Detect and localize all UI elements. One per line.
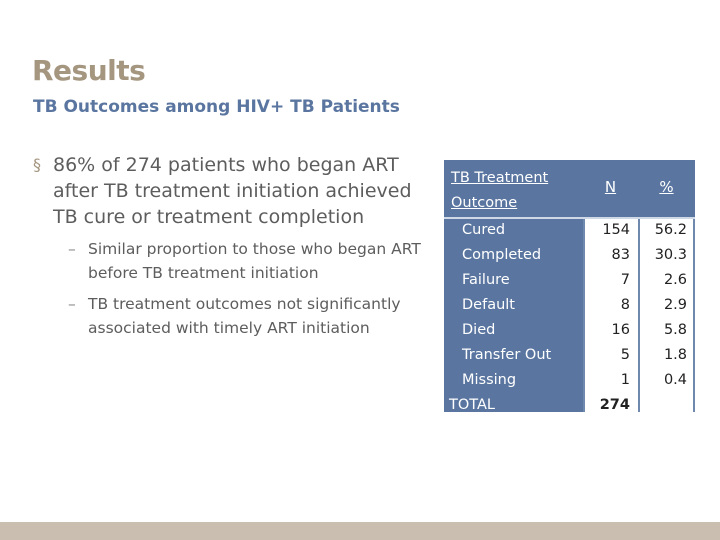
pct-column [638, 160, 695, 412]
row-n: 154 [602, 222, 630, 238]
row-n: 7 [620, 272, 630, 288]
outcome-column [444, 160, 583, 412]
row-pct: 2.6 [663, 272, 687, 288]
sub-bullet [33, 293, 428, 340]
slide-subtitle: TB Outcomes among HIV+ TB Patients [33, 97, 400, 117]
row-label: Cured [462, 222, 506, 238]
row-label: Default [462, 297, 515, 313]
dash-icon: – [68, 295, 76, 313]
main-bullet-text: 86% of 274 patients who began ART after TB treatment initiation achieved TB cure or treatment completion [53, 154, 412, 228]
header-outcome: TB Treatment Outcome [451, 170, 549, 211]
dash-icon: – [68, 240, 76, 258]
row-pct: 1.8 [663, 347, 687, 363]
total-n: 274 [599, 397, 630, 413]
sub-bullet-text: Similar proportion to those who began ART before TB treatment initiation [88, 240, 421, 282]
outcomes-table [444, 160, 695, 412]
row-pct: 56.2 [654, 222, 687, 238]
pct-values [640, 218, 687, 393]
outcome-labels [444, 218, 583, 418]
row-label: Missing [462, 372, 517, 388]
total-label: TOTAL [449, 397, 495, 413]
row-pct: 2.9 [663, 297, 687, 313]
sub-bullet [33, 238, 428, 285]
header-divider [444, 217, 695, 219]
row-pct: 0.4 [663, 372, 687, 388]
row-label: Failure [462, 272, 510, 288]
row-n: 5 [620, 347, 630, 363]
row-n: 1 [620, 372, 630, 388]
row-n: 8 [620, 297, 630, 313]
n-values-cell [583, 217, 638, 412]
footer-bar [0, 522, 720, 540]
main-bullet [33, 152, 428, 230]
header-pct: % [659, 178, 674, 196]
header-pct-cell [638, 160, 695, 217]
row-n: 83 [611, 247, 630, 263]
n-column [583, 160, 638, 412]
row-pct: 30.3 [654, 247, 687, 263]
row-label: Died [462, 322, 496, 338]
row-label: Transfer Out [462, 347, 552, 363]
row-label: Completed [462, 247, 542, 263]
header-n-cell [583, 160, 638, 217]
square-bullet-icon: § [33, 155, 41, 174]
sub-bullet-text: TB treatment outcomes not significantly associated with timely ART initiation [88, 295, 401, 337]
bullet-list [33, 152, 428, 340]
slide-title: Results [32, 54, 146, 87]
header-n: N [604, 178, 617, 196]
n-values [585, 218, 630, 418]
pct-values-cell [638, 217, 695, 412]
row-n: 16 [611, 322, 630, 338]
row-pct: 5.8 [663, 322, 687, 338]
